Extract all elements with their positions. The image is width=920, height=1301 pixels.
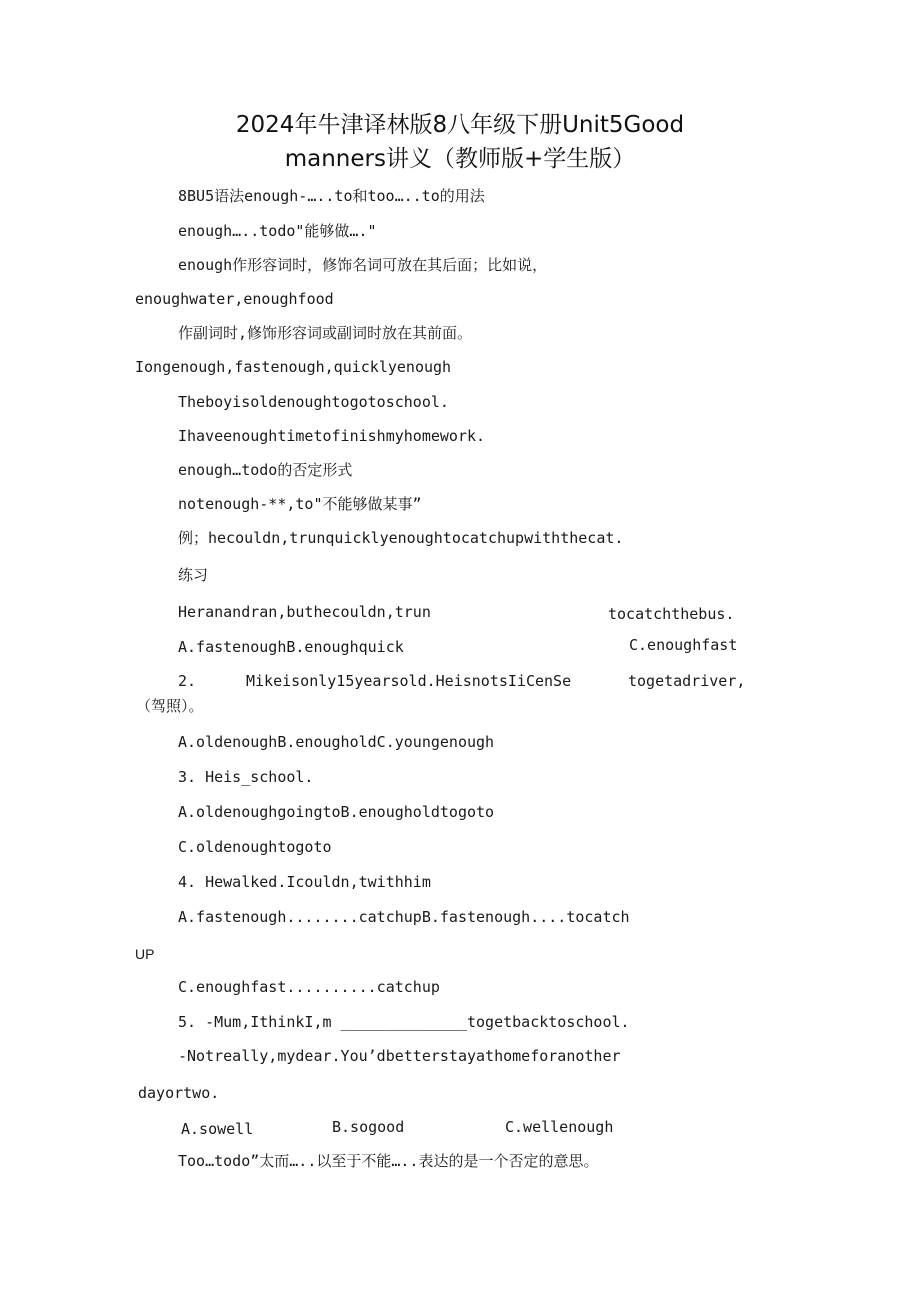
question-2-options: A.oldenoughB.enougholdC.youngenough [178, 733, 495, 751]
question-5-reply: -Notreally,mydear.You’dbetterstayathomeforanother [178, 1047, 621, 1065]
exercise-heading: 练习 [178, 566, 209, 584]
question-5-stem: 5. -Mum,IthinkI,m ______________togetbacktoschool. [178, 1013, 630, 1031]
rule-too-todo: Too…todo”太而…..以至于不能…..表达的是一个否定的意思。 [178, 1152, 599, 1170]
question-2-note: （驾照）。 [136, 697, 204, 715]
question-4-options-ab: A.fastenough........catchupB.fastenough....tocatch [178, 908, 630, 926]
question-1-stem: Heranandran,buthecouldn,trun [178, 603, 431, 621]
rule-enough-adverb: 作副词时,修饰形容词或副词时放在其前面。 [178, 324, 473, 342]
question-2-number: 2. [178, 672, 197, 690]
question-5-option-a: A.sowell [181, 1120, 254, 1138]
section-heading: 8BU5语法enough-…..to和too…..to的用法 [178, 187, 485, 205]
question-4-options-wrap: UP [135, 946, 155, 962]
question-4-option-c: C.enoughfast..........catchup [178, 978, 440, 996]
example-enough-noun: enoughwater,enoughfood [135, 290, 334, 308]
question-1-options-ab: A.fastenoughB.enoughquick [178, 638, 404, 656]
rule-not-enough: notenough-**,to"不能够做某事” [178, 495, 422, 513]
question-3-stem: 3. Heis_school. [178, 768, 314, 786]
example-sentence-1: Theboyisoldenoughtogotoschool. [178, 393, 449, 411]
rule-negative-form: enough…todo的否定形式 [178, 461, 353, 479]
question-1-stem-tail: tocatchthebus. [608, 605, 735, 623]
question-3-options-ab: A.oldenoughgoingtoB.enougholdtogoto [178, 803, 495, 821]
rule-enough-todo: enough…..todo"能够做…." [178, 222, 377, 240]
example-negative: 例；hecouldn,trunquicklyenoughtocatchupwiththecat. [178, 529, 624, 547]
question-5-option-b: B.sogood [332, 1118, 405, 1136]
example-sentence-2: Ihaveenoughtimetofinishmyhomework. [178, 427, 486, 445]
question-1-option-c: C.enoughfast [629, 636, 738, 654]
question-3-option-c: C.oldenoughtogoto [178, 838, 332, 856]
document-title-line-1: 2024年牛津译林版8八年级下册Unit5Good [235, 112, 685, 138]
question-2-stem: Mikeisonly15yearsold.HeisnotsIiCenSe [246, 672, 572, 690]
document-title-line-2: manners讲义（教师版+学生版） [284, 146, 636, 172]
question-5-reply-wrap: dayortwo. [138, 1084, 220, 1102]
example-enough-adverb: Iongenough,fastenough,quicklyenough [135, 358, 452, 376]
question-2-stem-tail: togetadriver, [628, 672, 746, 690]
question-4-stem: 4. Hewalked.Icouldn,twithhim [178, 873, 431, 891]
question-5-option-c: C.wellenough [505, 1118, 614, 1136]
rule-enough-adjective: enough作形容词时，修饰名词可放在其后面；比如说， [178, 256, 548, 274]
